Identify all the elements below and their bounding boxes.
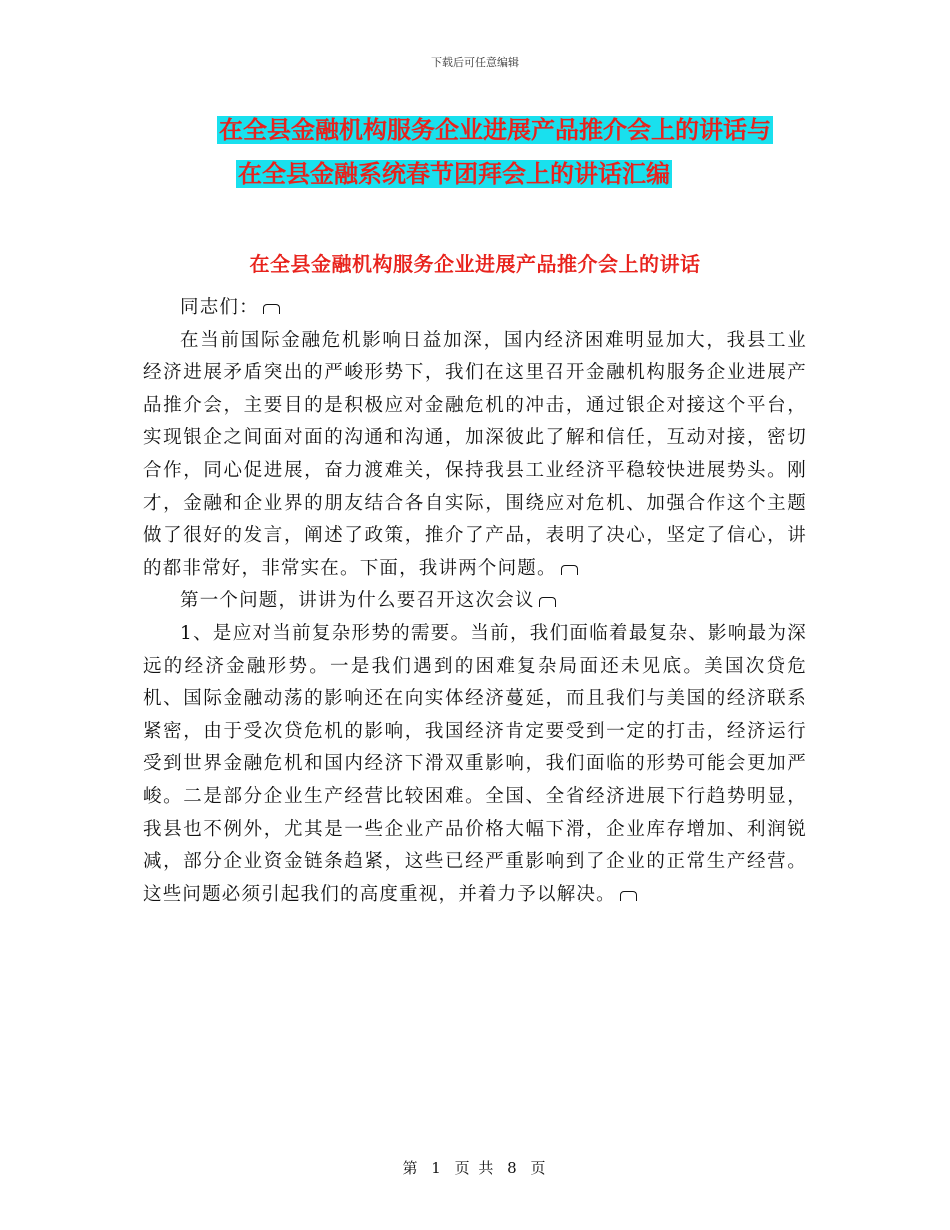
page-number: 1 (431, 1159, 443, 1177)
paragraph-mark-icon (263, 304, 280, 314)
footer-prefix: 第 (402, 1159, 420, 1177)
page-total: 8 (507, 1159, 519, 1177)
section-title: 在全县金融机构服务企业进展产品推介会上的讲话 (249, 252, 701, 276)
main-title-text-1: 在全县金融机构服务企业进展产品推介会上的讲话与 (219, 116, 771, 144)
paragraph-mark-icon (539, 597, 556, 607)
paragraph-intro: 在当前国际金融危机影响日益加深，国内经济困难明显加大，我县工业经济进展矛盾突出的严峻形势下，我们在这里召开金融机构服务企业进展产品推介会，主要目的是积极应对金融危机的冲击，通过银企对接这个平台，实现银企之间面对面的沟通和沟通，加深彼此了解和信任，互动对接，密切合作，同心促进展，奋力渡难关，保持我县工业经济平稳较快进展势头。刚才，金融和企业界的朋友结合各自实际，围绕应对危机、加强合作这个主题做了很好的发言，阐述了政策，推介了产品，表明了决心，坚定了信心，讲的都非常好，非常实在。下面，我讲两个问题。 (143, 329, 807, 579)
paragraph-greeting: 同志们： (143, 292, 807, 325)
footer-middle: 页 共 (454, 1159, 496, 1177)
page-footer (0, 1157, 950, 1178)
main-title-text-2: 在全县金融系统春节团拜会上的讲话汇编 (238, 160, 670, 188)
paragraph-first-issue: 第一个问题，讲讲为什么要召开这次会议 (143, 585, 807, 618)
paragraph-mark-icon (561, 565, 578, 575)
footer-suffix: 页 (530, 1159, 548, 1177)
header-note: 下载后可任意编辑 (431, 56, 519, 69)
main-title-line-2 (0, 156, 950, 192)
paragraph-point-1: 1、是应对当前复杂形势的需要。当前，我们面临着最复杂、影响最为深远的经济金融形势。一是我们遇到的困难复杂局面还未见底。美国次贷危机、国际金融动荡的影响还在向实体经济蔓延，而且我们与美国的经济联系紧密，由于受次贷危机的影响，我国经济肯定要受到一定的打击，经济运行受到世界金融危机和国内经济下滑双重影响，我们面临的形势可能会更加严峻。二是部分企业生产经营比较困难。全国、全省经济进展下行趋势明显，我县也不例外，尤其是一些企业产品价格大幅下滑，企业库存增加、利润锐减，部分企业资金链条趋紧，这些已经严重影响到了企业的正常生产经营。这些问题必须引起我们的高度重视，并着力予以解决。 (143, 622, 807, 905)
main-title-line-1 (0, 112, 950, 148)
paragraph-mark-icon (620, 891, 637, 901)
document-body (143, 292, 807, 911)
